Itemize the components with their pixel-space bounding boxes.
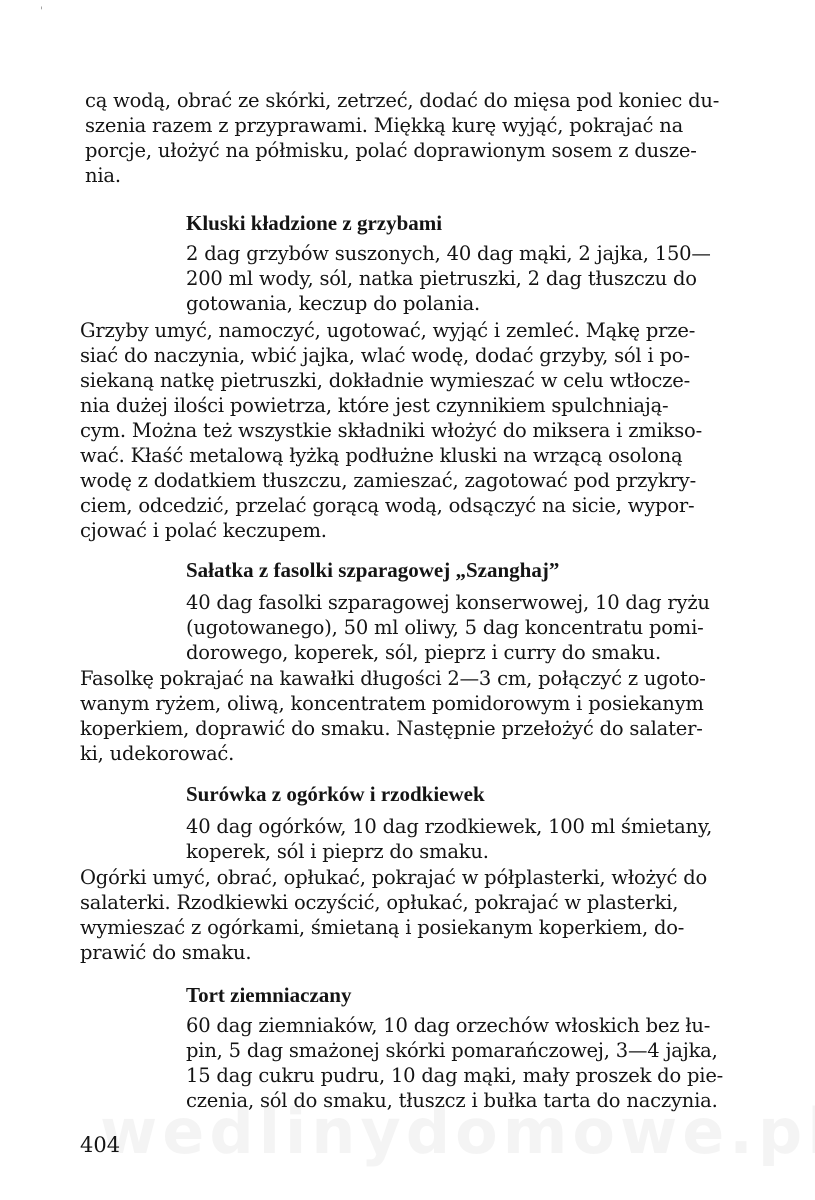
recipe-title: Tort ziemniaczany — [186, 983, 352, 1007]
method-line: Fasolkę pokrajać na kawałki długości 2—3 cm, połączyć z ugoto- — [80, 667, 706, 690]
recipe-title: Kluski kładzione z grzybami — [186, 211, 443, 235]
ingredient-line: (ugotowanego), 50 ml oliwy, 5 dag koncentratu pomi- — [186, 616, 704, 639]
method-line: wymieszać z ogórkami, śmietaną i posiekanym koperkiem, do- — [80, 916, 685, 939]
method-line: ki, udekorować. — [80, 742, 235, 765]
method-line: salaterki. Rzodkiewki oczyścić, opłukać, pokrajać w plasterki, — [80, 891, 679, 914]
method-line: siać do naczynia, wbić jajka, wlać wodę, dodać grzyby, sól i po- — [80, 344, 690, 367]
ingredient-line: koperek, sól i pieprz do smaku. — [186, 840, 489, 863]
watermark — [100, 1095, 815, 1168]
method-line: Ogórki umyć, obrać, opłukać, pokrajać w półplasterki, włożyć do — [80, 866, 708, 889]
method-line: wać. Kłaść metalową łyżką podłużne kluski na wrzącą osoloną — [80, 444, 683, 467]
ingredient-line: pin, 5 dag smażonej skórki pomarańczowej, 3—4 jajka, — [186, 1039, 718, 1062]
ingredient-line: 60 dag ziemniaków, 10 dag orzechów włoskich bez łu- — [186, 1014, 711, 1037]
ingredient-line: 2 dag grzybów suszonych, 40 dag mąki, 2 jajka, 150— — [186, 242, 711, 265]
method-line: wodę z dodatkiem tłuszczu, zamieszać, zagotować pod przykry- — [80, 469, 696, 492]
method-line: cjować i polać keczupem. — [80, 519, 327, 542]
ingredient-line: 15 dag cukru pudru, 10 dag mąki, mały proszek do pie- — [186, 1064, 724, 1087]
method-line: prawić do smaku. — [80, 941, 252, 964]
ingredient-line: czenia, sól do smaku, tłuszcz i bułka tarta do naczynia. — [186, 1089, 718, 1112]
text-line: cą wodą, obrać ze skórki, zetrzeć, dodać do mięsa pod koniec du- — [85, 89, 720, 112]
ingredient-line: dorowego, koperek, sól, pieprz i curry do smaku. — [186, 641, 661, 664]
recipe-title: Sałatka z fasolki szparagowej „Szanghaj” — [186, 558, 560, 582]
method-line: siekaną natkę pietruszki, dokładnie wymieszać w celu wtłocze- — [80, 369, 690, 392]
text-line: szenia razem z przyprawami. Miękką kurę wyjąć, pokrajać na — [85, 114, 684, 137]
method-line: wanym ryżem, oliwą, koncentratem pomidorowym i posiekanym — [80, 692, 704, 715]
method-line: Grzyby umyć, namoczyć, ugotować, wyjąć i zemleć. Mąkę prze- — [80, 319, 696, 342]
page-number: 404 — [80, 1133, 121, 1157]
ingredient-line: gotowania, keczup do polania. — [186, 292, 481, 315]
text-line: porcje, ułożyć na półmisku, polać doprawionym sosem z dusze- — [85, 139, 697, 162]
method-line: nia dużej ilości powietrza, które jest czynnikiem spulchniają- — [80, 394, 669, 417]
scan-speck: ' — [40, 6, 43, 17]
method-line: cym. Można też wszystkie składniki włożyć do miksera i zmikso- — [80, 419, 702, 442]
ingredient-line: 40 dag ogórków, 10 dag rzodkiewek, 100 ml śmietany, — [186, 815, 713, 838]
recipe-title: Surówka z ogórków i rzodkiewek — [186, 782, 485, 806]
method-line: ciem, odcedzić, przelać gorącą wodą, odsączyć na sicie, wypor- — [80, 494, 695, 517]
method-line: koperkiem, doprawić do smaku. Następnie przełożyć do salater- — [80, 717, 703, 740]
ingredient-line: 200 ml wody, sól, natka pietruszki, 2 dag tłuszczu do — [186, 267, 697, 290]
ingredient-line: 40 dag fasolki szparagowej konserwowej, 10 dag ryżu — [186, 591, 710, 614]
text-line: nia. — [85, 164, 121, 187]
